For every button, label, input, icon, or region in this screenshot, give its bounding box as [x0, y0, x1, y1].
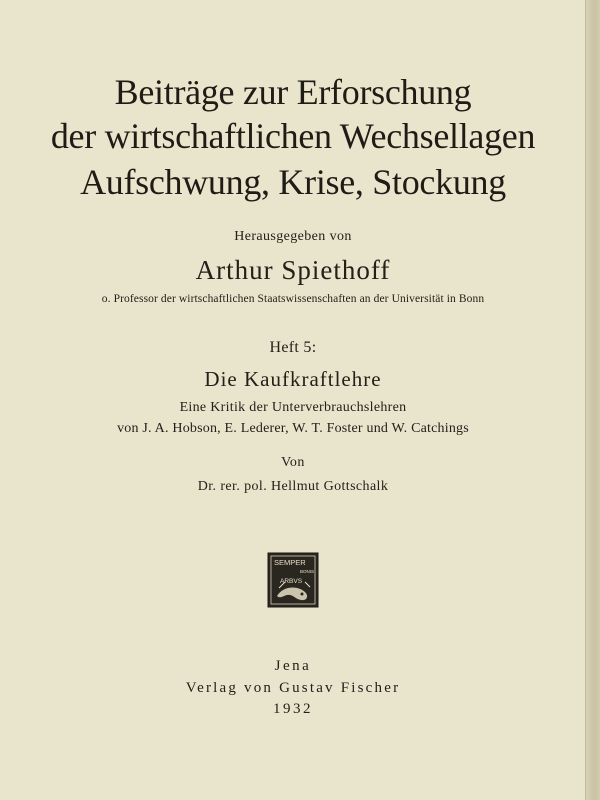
imprint-place: Jena: [274, 658, 312, 674]
author-name: Dr. rer. pol. Hellmut Gottschalk: [197, 479, 389, 494]
series-title-line-3: Aufschwung, Krise, Stockung: [80, 162, 506, 202]
editor-name: Arthur Spiethoff: [195, 255, 391, 285]
series-title-line-1: Beiträge zur Erforschung: [114, 72, 472, 112]
page-edge: [585, 0, 600, 800]
volume-number: Heft 5:: [269, 339, 317, 356]
imprint-year: 1932: [273, 701, 313, 717]
emblem-text-bottom: ARBVS: [280, 578, 303, 585]
publisher-emblem-icon: [267, 552, 319, 608]
volume-subtitle-line-2: von J. A. Hobson, E. Lederer, W. T. Foster und W. Catchings: [117, 421, 469, 436]
emblem-text-side: BONIS: [300, 569, 315, 574]
editor-affiliation: o. Professor der wirtschaftlichen Staatswissenschaften an der Universität in Bonn: [101, 293, 485, 305]
volume-title: Die Kaufkraftlehre: [204, 367, 382, 391]
series-title-line-2: der wirtschaftlichen Wechsellagen: [50, 116, 536, 156]
editor-label: Herausgegeben von: [234, 229, 352, 244]
emblem-text-top: SEMPER: [274, 558, 306, 567]
volume-subtitle-line-1: Eine Kritik der Unterverbrauchslehren: [179, 400, 407, 415]
author-by-label: Von: [281, 455, 305, 470]
imprint-publisher: Verlag von Gustav Fischer: [185, 680, 401, 696]
